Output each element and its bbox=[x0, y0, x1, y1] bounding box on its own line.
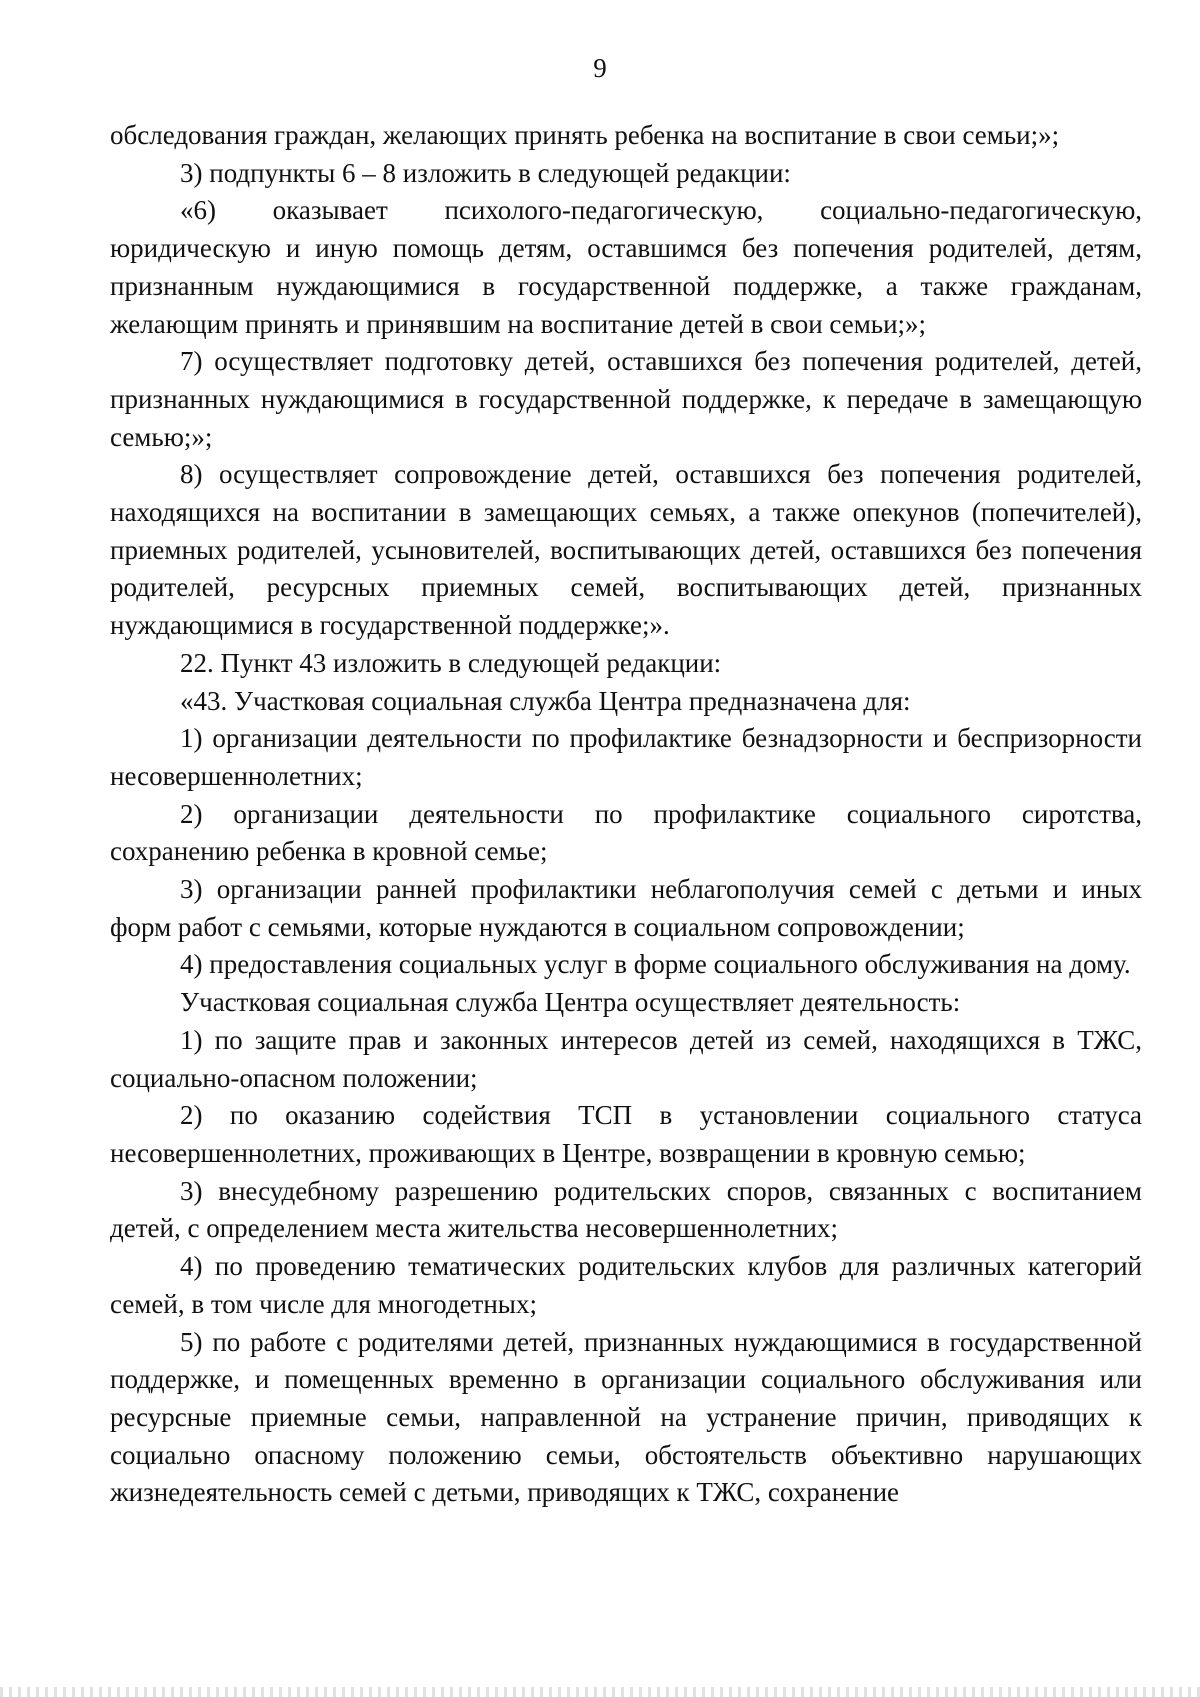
paragraph-activities-intro: Участковая социальная служба Центра осуществляет деятельность: bbox=[180, 987, 961, 1018]
paragraph-activity-5: 5) по работе с родителями детей, признанных нуждающимися в государственной поддержке, и помещенных временно в организации социального обслуживания или ресурсные приемные семьи, направленной на устранение причин, приводящих к социально опасному положению семьи, обстоятельств объективно нарушающих жизнедеятельность семей с детьми, приводящих к ТЖС, сохранение bbox=[110, 1326, 1142, 1508]
paragraph-activity-3: 3) внесудебному разрешению родительских споров, связанных с воспитанием детей, с определением места жительства несовершеннолетних; bbox=[110, 1175, 1142, 1244]
paragraph-purpose-4: 4) предоставления социальных услуг в форме социального обслуживания на дому. bbox=[180, 949, 1131, 980]
scan-bottom-edge bbox=[0, 1687, 1200, 1697]
paragraph-activity-1: 1) по защите прав и законных интересов детей из семей, находящихся в ТЖС, социально-опасном положении; bbox=[110, 1024, 1142, 1093]
paragraph-purpose-2: 2) организации деятельности по профилактике социального сиротства, сохранению ребенка в кровной семье; bbox=[110, 798, 1142, 867]
paragraph-purpose-3: 3) организации ранней профилактики неблагополучия семей с детьми и иных форм работ с семьями, которые нуждаются в социальном сопровождении; bbox=[110, 874, 1142, 942]
paragraph-subpoints-6-8-intro: 3) подпункты 6 – 8 изложить в следующей редакции: bbox=[180, 157, 791, 188]
paragraph-subpoint-8: 8) осуществляет сопровождение детей, оставшихся без попечения родителей, находящихся на воспитании в замещающих семьях, а также опекунов (попечителей), приемных родителей, усыновителей, воспитывающих детей, оставшихся без попечения родителей, ресурсных приемных семей, воспитывающих детей, признанных нуждающимися в государственной поддержке;». bbox=[110, 459, 1142, 641]
paragraph-activity-2: 2) по оказанию содействия ТСП в установлении социального статуса несовершеннолетних, проживающих в Центре, возвращении в кровную семью; bbox=[110, 1100, 1142, 1168]
paragraph-subpoint-6: «6) оказывает психолого-педагогическую, социально-педагогическую, юридическую и иную помощь детям, оставшимся без попечения родителей, детям, признанным нуждающимися в государственной поддержке, а также гражданам, желающим принять и принявшим на воспитание детей в свои семьи;»; bbox=[110, 195, 1142, 339]
paragraph-activity-4: 4) по проведению тематических родительских клубов для различных категорий семей, в том числе для многодетных; bbox=[110, 1251, 1142, 1319]
document-body bbox=[110, 117, 1142, 1512]
paragraph-subpoint-7: 7) осуществляет подготовку детей, оставшихся без попечения родителей, детей, признанных нуждающимися в государственной поддержке, к передаче в замещающую семью;»; bbox=[110, 346, 1142, 452]
page-number: 9 bbox=[593, 53, 607, 83]
paragraph-item-22: 22. Пункт 43 изложить в следующей редакции: bbox=[180, 647, 722, 678]
paragraph-item-43-intro: «43. Участковая социальная служба Центра предназначена для: bbox=[180, 685, 911, 716]
paragraph-purpose-1: 1) организации деятельности по профилактике безнадзорности и беспризорности несовершеннолетних; bbox=[110, 723, 1142, 791]
paragraph-continuation: обследования граждан, желающих принять ребенка на воспитание в свои семьи;»; bbox=[110, 120, 1060, 150]
